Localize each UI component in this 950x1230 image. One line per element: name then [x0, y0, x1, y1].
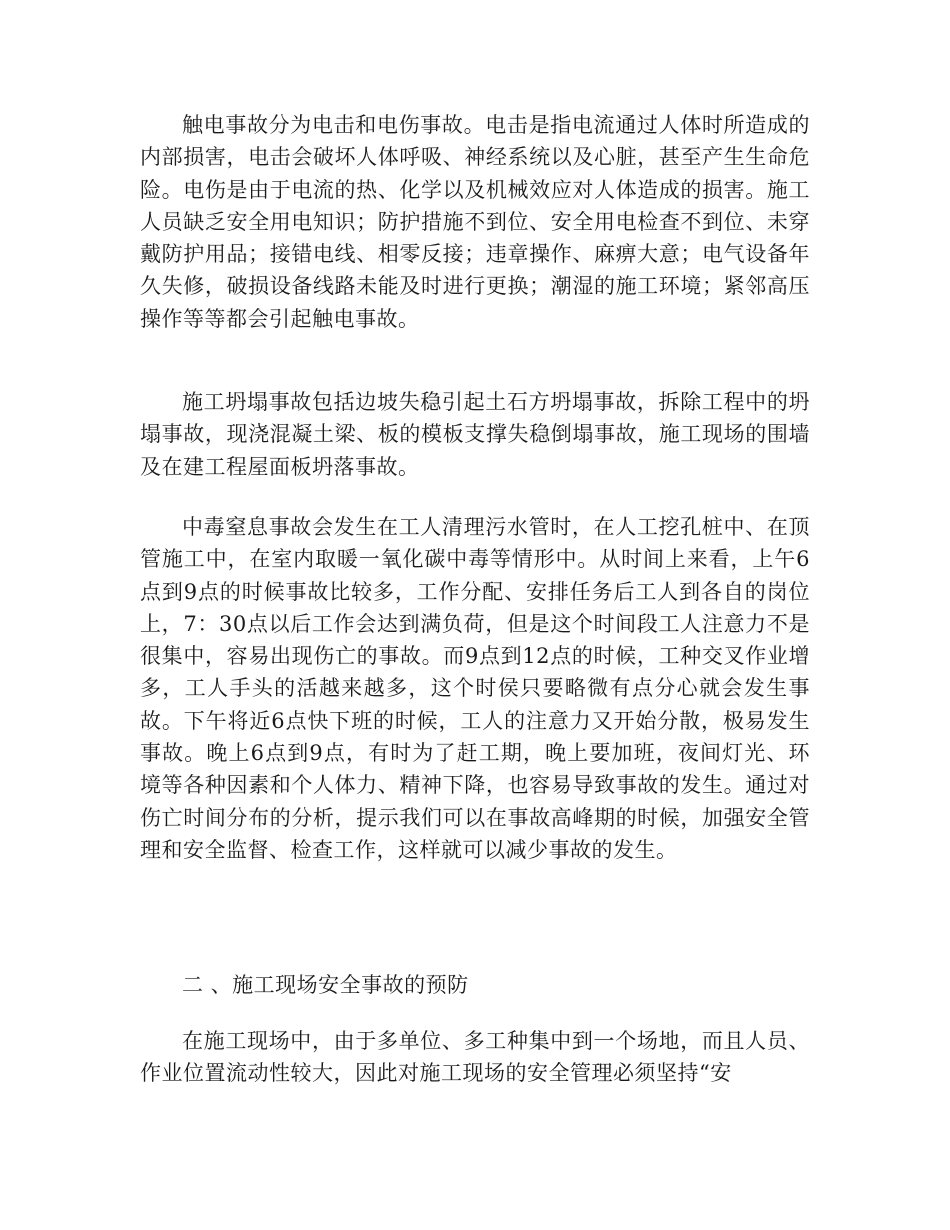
paragraph-collapse: 施工坍塌事故包括边坡失稳引起土石方坍塌事故，拆除工程中的坍塌事故，现浇混凝土梁、板的模板支撑失稳倒塌事故，施工现场的围墙及在建工程屋面板坍落事故。: [140, 390, 810, 479]
section-heading: 二 、施工现场安全事故的预防: [182, 973, 469, 997]
paragraph-poisoning: 中毒窒息事故会发生在工人清理污水管时，在人工挖孔桩中、在顶管施工中，在室内取暖一氧化碳中毒等情形中。从时间上来看，上午6点到9点的时候事故比较多，工作分配、安排任务后工人到各自的岗位上，7：30点以后工作会达到满负荷，但是这个时间段工人注意力不是很集中，容易出现伤亡的事故。而9点到12点的时候，工种交叉作业增多，工人手头的活越来越多，这个时侯只要略微有点分心就会发生事故。下午将近6点快下班的时候，工人的注意力又开始分散，极易发生事故。晚上6点到9点，有时为了赶工期，晚上要加班，夜间灯光、环境等各种因素和个人体力、精神下降，也容易导致事故的发生。通过对伤亡时间分布的分析，提示我们可以在事故高峰期的时候，加强安全管理和安全监督、检查工作，这样就可以减少事故的发生。: [140, 515, 810, 862]
paragraph-electric-shock: 触电事故分为电击和电伤事故。电击是指电流通过人体时所造成的内部损害，电击会破坏人体呼吸、神经系统以及心脏，甚至产生生命危险。电伤是由于电流的热、化学以及机械效应对人体造成的损害。施工人员缺乏安全用电知识；防护措施不到位、安全用电检查不到位、未穿戴防护用品；接错电线、相零反接；违章操作、麻痹大意；电气设备年久失修，破损设备线路未能及时进行更换；潮湿的施工环境；紧邻高压操作等等都会引起触电事故。: [140, 113, 810, 331]
paragraph-prevention: 在施工现场中，由于多单位、多工种集中到一个场地，而且人员、作业位置流动性较大，因此对施工现场的安全管理必须坚持“安: [140, 1029, 810, 1086]
